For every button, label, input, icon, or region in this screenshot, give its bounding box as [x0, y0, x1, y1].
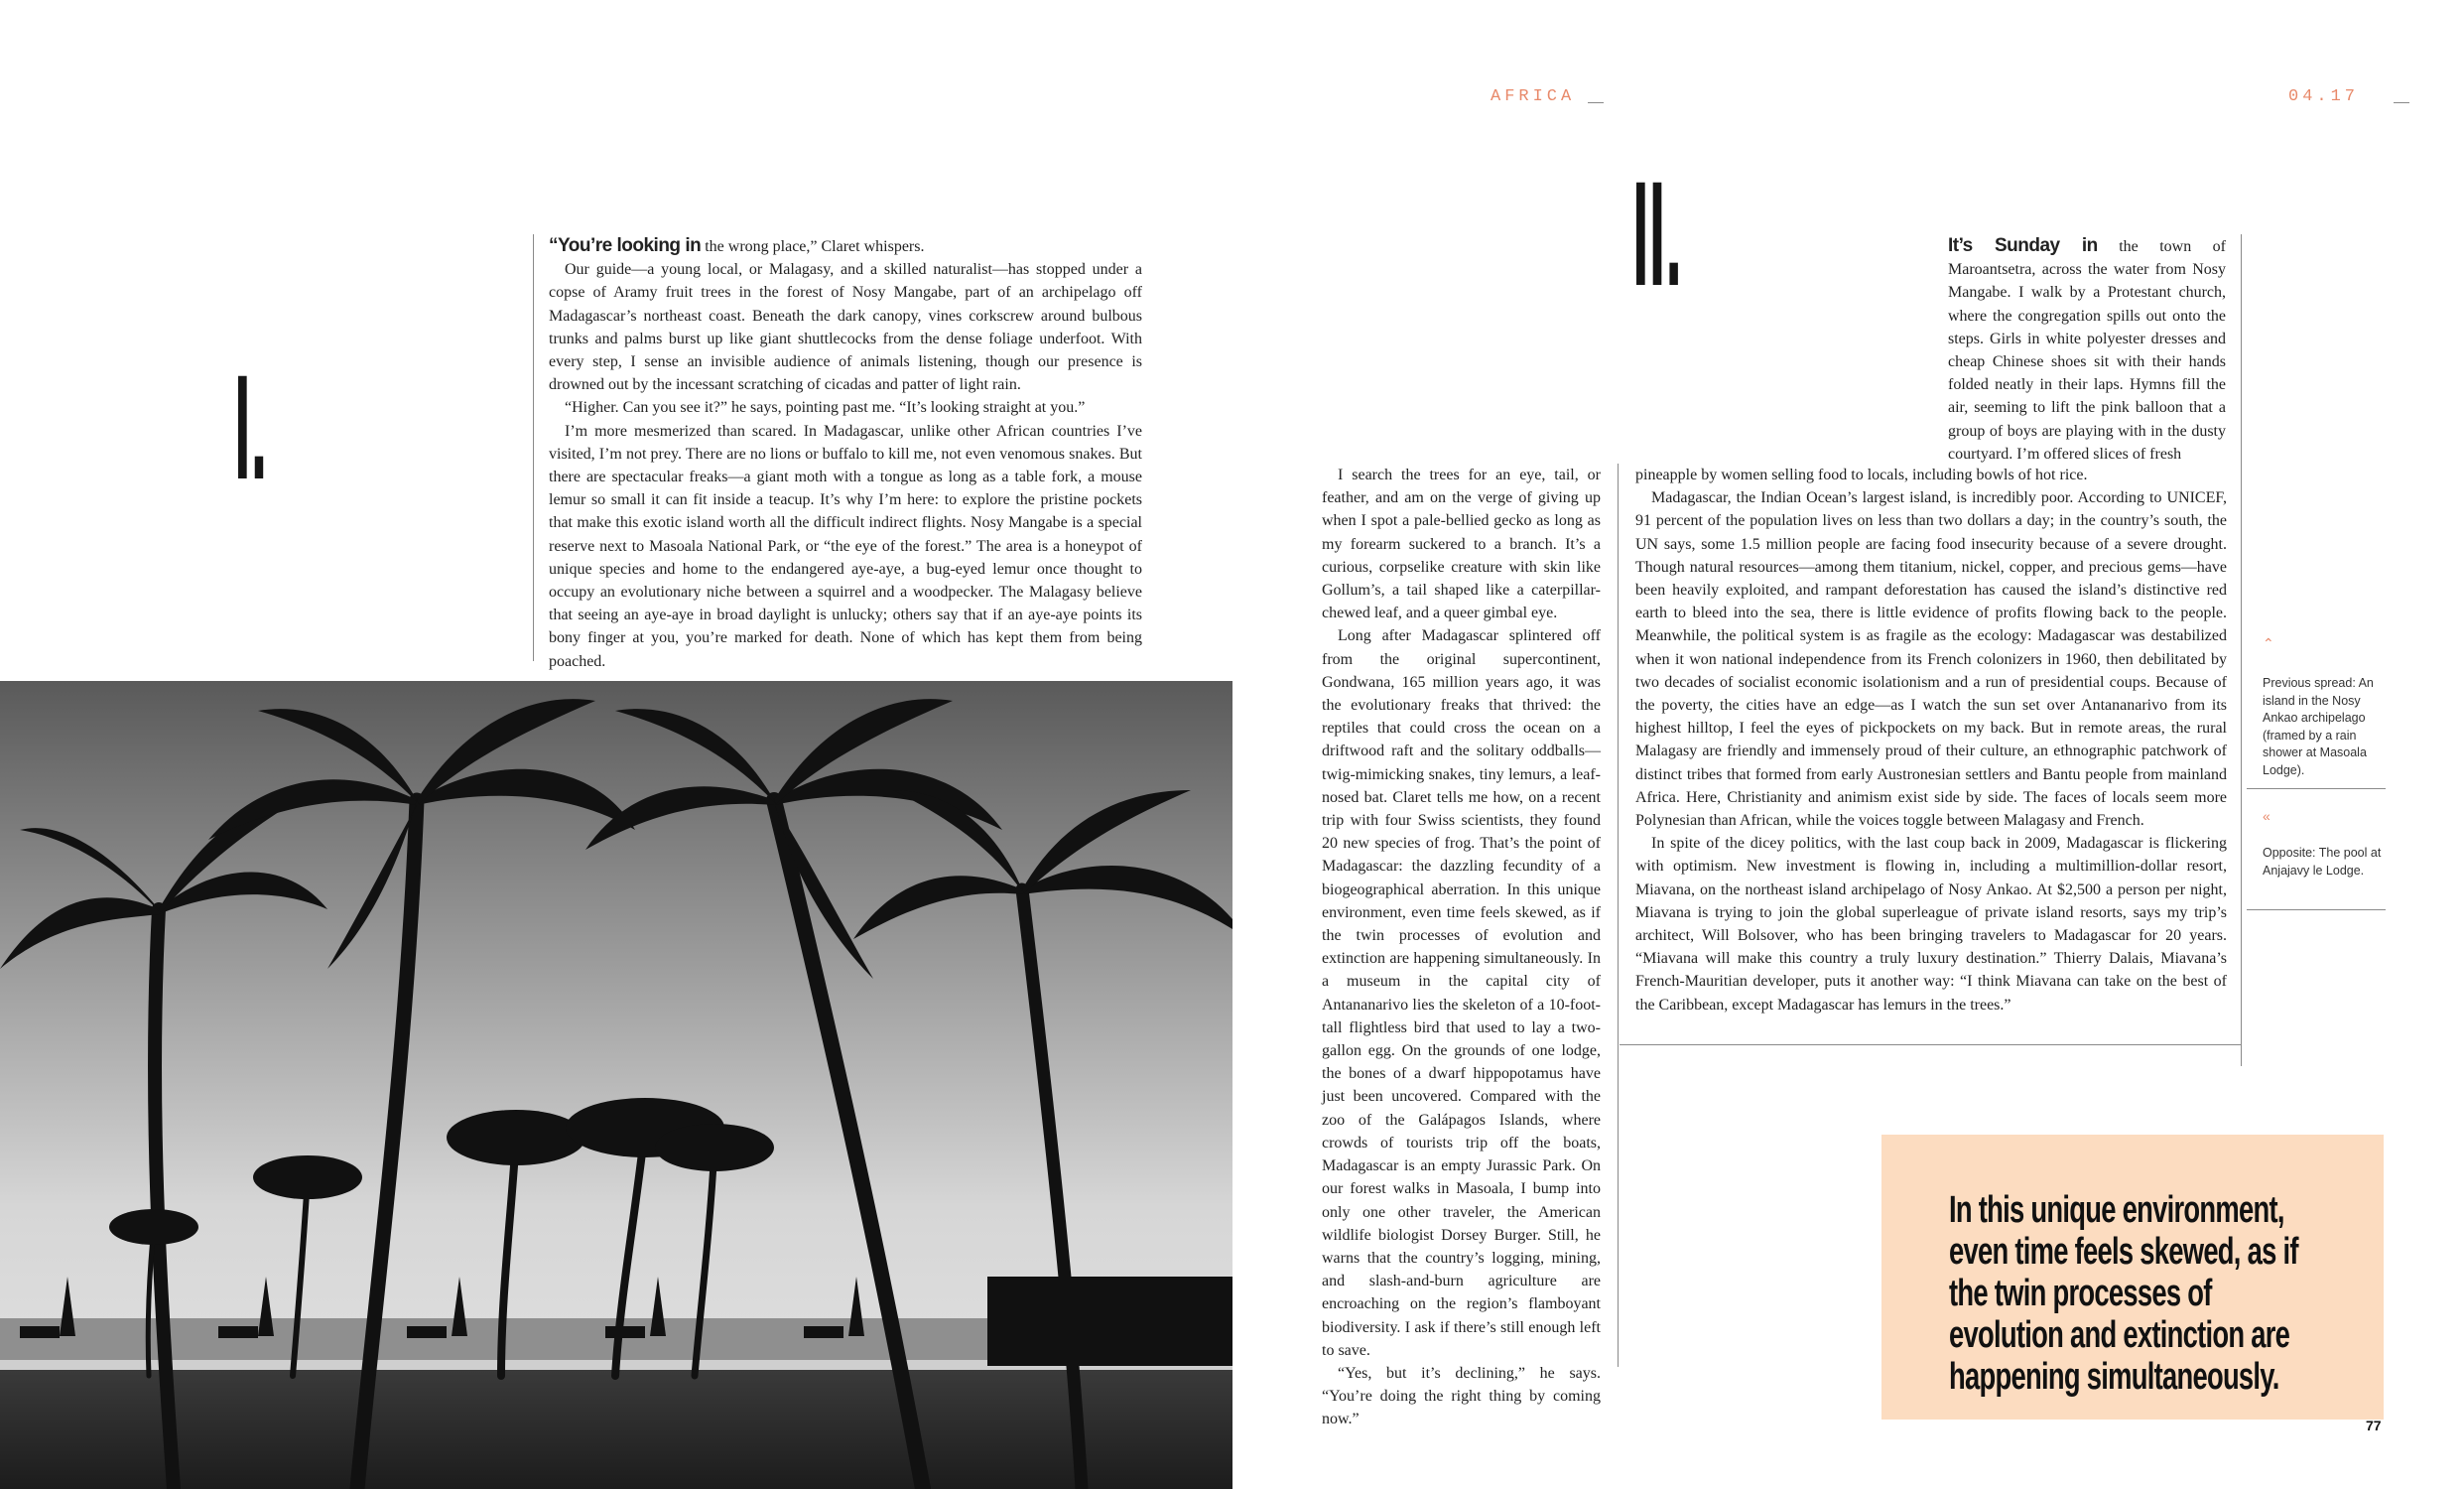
right-paragraph: pineapple by women selling food to locals, including bowls of hot rice. [1635, 467, 2088, 483]
date-rule [2394, 102, 2409, 103]
pull-quote-box [1881, 1135, 2384, 1420]
caption-opposite: Opposite: The pool at Anjajavy le Lodge. [2263, 846, 2382, 878]
section-numeral-two: II. [1632, 150, 1683, 317]
right-column-top-text [1948, 234, 2226, 466]
issue-date: 04.17 [2288, 87, 2360, 106]
left-lead-in: “You’re looking in [549, 235, 702, 256]
chevron-up-icon: ⌃ [2263, 635, 2274, 651]
right-column-text [1635, 464, 2227, 1016]
section-label: AFRICA [1491, 87, 1576, 106]
section-rule [1588, 102, 1604, 103]
left-paragraph: “Higher. Can you see it?” he says, pointing past me. “It’s looking straight at you.” [565, 399, 1086, 417]
left-column-text [549, 234, 1142, 673]
caption-previous-spread: Previous spread: An island in the Nosy Ankao archipelago (framed by a rain shower at Masoala Lodge). [2263, 676, 2374, 777]
pull-quote-text: In this unique environment, even time feels skewed, as if the twin processes of evolution and extinction are happening simultaneously. [1949, 1189, 2298, 1398]
middle-paragraph: “Yes, but it’s declining,” he says. “You’re doing the right thing by coming now.” [1322, 1364, 1601, 1428]
page-number: 77 [2366, 1418, 2382, 1433]
palm-pool-illustration [0, 681, 1232, 1489]
left-paragraph: the wrong place,” Claret whispers. [701, 238, 925, 255]
palm-pool-photo [0, 681, 1232, 1489]
left-paragraph: I’m more mesmerized than scared. In Madagascar, unlike other African countries I’ve visited, I’m not prey. There are no lions or buffalo to kill me, not even venomous snakes. But there are spectacular freaks—a giant moth with a tongue as long as a table fork, a mouse lemur so small it can fit inside a teacup. It’s why I’m here: to explore the pristine pockets that make this exotic island worth all the difficult indirect flights. Nosy Mangabe is a special reserve next to Masoala National Park, or “the eye of the forest.” The area is a honeypot of unique species and home to the endangered aye-aye, a bug-eyed lemur once thought to occupy an evolutionary niche between a squirrel and a woodpecker. The Malagasy believe that seeing an aye-aye in broad daylight is unlucky; others say that if an aye-aye points its bony finger at you, you’re marked for death. None of which has kept them from being poached. [549, 422, 1142, 670]
right-paragraph: In spite of the dicey politics, with the last coup back in 2009, Madagascar is flickering with optimism. New investment is flowing in, including a multimillion-dollar resort, Miavana, on the northeast island archipelago of Nosy Ankao. At $2,500 a person per night, Miavana is trying to join the global superleague of private island resorts, says my trip’s architect, Will Bolsover, who has been bringing travelers to Madagascar for 20 years. “Miavana will make this country a truly luxury destination.” Thierry Dalais, Miavana’s French-Mauritian developer, puts it another way: “I think Miavana can take on the best of the Caribbean, except Madagascar has lemurs in the trees.” [1635, 835, 2227, 1014]
right-column-bottom-rule [1620, 1044, 2241, 1045]
middle-paragraph: Long after Madagascar splintered off from the original supercontinent, Gondwana, 165 million years ago, it was the evolutionary freaks that thrived: the reptiles that could cross the ocean on a driftwood raft and the solitary oddballs—twig-mimicking snakes, tiny lemurs, a leaf-nosed bat. Claret tells me how, on a recent trip with four Swiss scientists, they found 20 new species of frog. That’s the point of Madagascar: the dazzling fecundity of a biogeographical aberration. In this unique environment, even time feels skewed, as if the twin processes of evolution and extinction are happening simultaneously. In a museum in the capital city of Antananarivo lies the skeleton of a 10-foot-tall flightless bird that used to lay a two-gallon egg. On the grounds of one lodge, the bones of a dwarf hippopotamus have just been uncovered. Compared with the zoo of the Galápagos Islands, where crowds of tourists trip off the boats, Madagascar is an empty Jurassic Park. On our forest walks in Masoala, I bump into only one other traveler, the American wildlife biologist Dorsey Burger. Still, he warns that the country’s logging, mining, and slash-and-burn agriculture are encroaching on the region’s flamboyant biodiversity. I ask if there’s still enough left to save. [1322, 627, 1601, 1359]
middle-column-text [1322, 464, 1601, 1431]
left-column-rule [533, 234, 534, 661]
section-numeral-one: I. [234, 343, 268, 510]
left-paragraph: Our guide—a young local, or Malagasy, and a skilled naturalist—has stopped under a copse of Aramy fruit trees in the forest of Nosy Mangabe, part of an archipelago off Madagascar’s northeast coast. Beneath the dark canopy, vines corkscrew around bulbous trunks and palms burst up like giant shuttlecocks from the dense foliage underfoot. With every step, I sense an invisible audience of animals listening, though our presence is drowned out by the incessant scratching of cicadas and patter of light rain. [549, 261, 1142, 394]
chevron-left-icon: « [2263, 808, 2270, 824]
caption-rule [2247, 909, 2386, 910]
right-top-paragraph: the town of Maroantsetra, across the water from Nosy Mangabe. I walk by a Protestant church, where the congregation spills out onto the steps. Girls in white polyester dresses and cheap Chinese shoes sit with their hands folded neatly in their laps. Hymns fill the air, seeming to lift the pink balloon that a group of boys are playing with in the dusty courtyard. I’m offered slices of fresh [1948, 238, 2226, 463]
caption-rule [2247, 788, 2386, 789]
right-paragraph: Madagascar, the Indian Ocean’s largest island, is incredibly poor. According to UNICEF, 91 percent of the population lives on less than two dollars a day; in the country’s south, the UN says, some 1.5 million people are facing food insecurity because of a severe drought. Though natural resources—among them titanium, nickel, copper, and precious gems—have been heavily exploited, and rampant deforestation has caused the island’s distinctive red earth to bleed into the sea, there is little evidence of profits flowing back to the people. Meanwhile, the political system is as fragile as the ecology: Madagascar was destabilized when it won national independence from its French colonizers in 1960, then debilitated by two decades of socialist economic isolationism and a run of presidential coups. Because of the poverty, the cities have an edge—as I watch the sun set over Antananarivo from its highest hilltop, I feel the eyes of pickpockets on my back. But in remote areas, the rural Malagasy are friendly and immensely proud of their culture, an ethnographic patchwork of distinct tribes that formed from early Austronesian settlers and Bantu people from mainland Africa. Here, Christianity and animism exist side by side. The faces of locals seem more Polynesian than African, while the voices toggle between Malagasy and French. [1635, 489, 2227, 830]
middle-paragraph: I search the trees for an eye, tail, or feather, and am on the verge of giving up when I spot a pale-bellied gecko as long as my forearm suckered to a branch. It’s a curious, corpselike creature with skin like Gollum’s, a tail shaped like a caterpillar-chewed leaf, and a queer gimbal eye. [1322, 467, 1601, 622]
right-column-rule [2241, 234, 2242, 1066]
middle-column-rule [1618, 464, 1619, 1367]
right-lead-in: It’s Sunday in [1948, 235, 2098, 256]
